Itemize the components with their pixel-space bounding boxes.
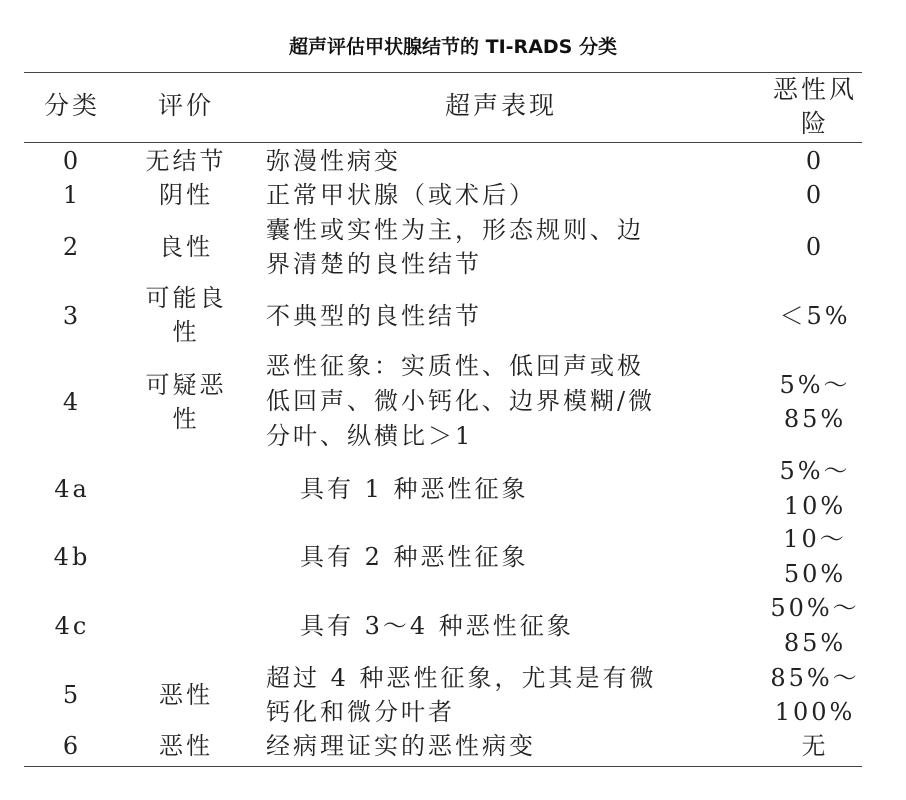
row-category: 5 xyxy=(62,681,82,709)
row-evaluation-line: 可疑恶 xyxy=(145,371,227,399)
row-category: 4b xyxy=(53,543,91,571)
row-category: 6 xyxy=(62,732,82,760)
row-findings-line: 囊性或实性为主，形态规则、边 xyxy=(266,216,644,244)
row-category: 2 xyxy=(62,233,82,261)
row-category: 0 xyxy=(62,147,82,175)
row-risk: ＜5% xyxy=(779,302,851,330)
row-evaluation-line: 可能良 xyxy=(145,284,227,312)
header-risk-line1: 恶性风 xyxy=(772,75,857,104)
header-findings: 超声表现 xyxy=(444,91,557,120)
row-risk: 0 xyxy=(805,233,825,261)
row-findings-line: 分叶、纵横比＞1 xyxy=(266,422,474,450)
row-evaluation-line: 性 xyxy=(172,318,200,346)
row-findings-line: 低回声、微小钙化、边界模糊/微 xyxy=(266,387,656,415)
row-findings: 经病理证实的恶性病变 xyxy=(266,732,536,760)
row-findings-line: 界清楚的良性结节 xyxy=(266,250,482,278)
row-risk-line: 100% xyxy=(774,698,856,726)
row-findings: 具有 3～4 种恶性征象 xyxy=(300,612,574,640)
row-category: 3 xyxy=(62,302,82,330)
row-risk-line: 5%～ xyxy=(779,371,851,399)
row-risk: 0 xyxy=(805,147,825,175)
row-findings: 具有 2 种恶性征象 xyxy=(300,543,529,571)
row-findings: 正常甲状腺（或术后） xyxy=(266,181,536,209)
row-findings: 不典型的良性结节 xyxy=(266,302,482,330)
table-title: 超声评估甲状腺结节的 TI-RADS 分类 xyxy=(289,36,617,58)
header-risk-line2: 险 xyxy=(800,109,829,138)
row-category: 4a xyxy=(54,475,90,503)
row-risk-line: 85% xyxy=(783,405,847,433)
row-risk-line: 50%～ xyxy=(770,594,860,622)
row-findings-line: 钙化和微分叶者 xyxy=(266,698,455,726)
row-findings-line: 恶性征象：实质性、低回声或极 xyxy=(266,352,644,380)
row-findings: 弥漫性病变 xyxy=(266,147,401,175)
row-risk-line: 5%～ xyxy=(779,457,851,485)
row-evaluation: 恶性 xyxy=(159,732,213,760)
row-category: 4 xyxy=(62,388,82,416)
bottom-rule xyxy=(24,766,862,767)
row-evaluation-line: 性 xyxy=(172,405,200,433)
row-risk: 0 xyxy=(805,181,825,209)
row-evaluation: 恶性 xyxy=(159,681,213,709)
row-risk-line: 50% xyxy=(783,560,847,588)
row-category: 4c xyxy=(54,612,90,640)
row-risk-line: 10～ xyxy=(783,525,847,553)
header-category: 分类 xyxy=(43,91,100,120)
row-evaluation: 无结节 xyxy=(145,147,227,175)
row-evaluation: 良性 xyxy=(159,233,213,261)
row-risk-line: 85% xyxy=(783,629,847,657)
header-evaluation: 评价 xyxy=(157,91,214,120)
row-category: 1 xyxy=(62,181,82,209)
row-risk: 无 xyxy=(801,732,829,760)
row-risk-line: 10% xyxy=(783,492,847,520)
row-findings-line: 超过 4 种恶性征象，尤其是有微 xyxy=(266,664,657,692)
row-evaluation: 阴性 xyxy=(159,181,213,209)
row-findings: 具有 1 种恶性征象 xyxy=(300,475,529,503)
top-rule xyxy=(24,72,862,73)
row-risk-line: 85%～ xyxy=(770,664,860,692)
